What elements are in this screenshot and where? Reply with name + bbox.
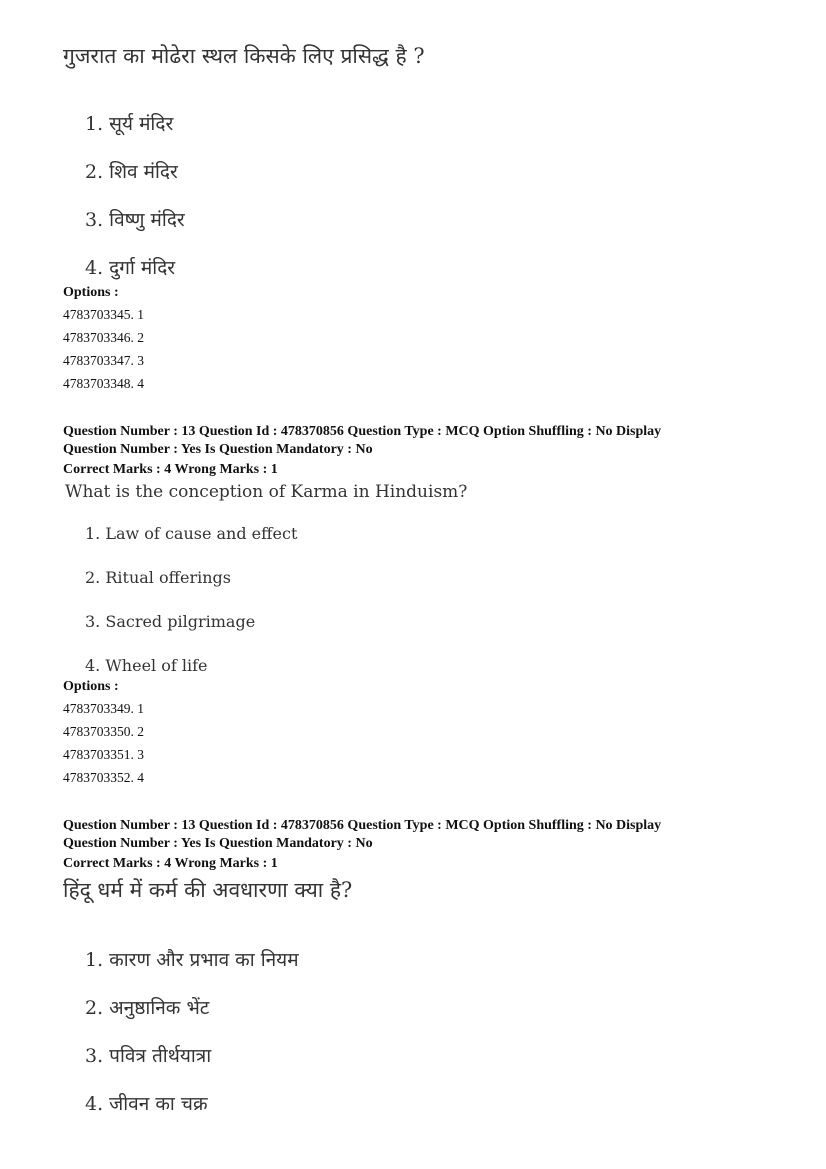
option-1-q13-hi: 1. कारण और प्रभाव का नियम (85, 949, 299, 971)
option-4-q13-hi: 4. जीवन का चक्र (85, 1093, 208, 1115)
option-2-q13-en: 2. Ritual offerings (85, 568, 231, 587)
option-id-2-q13-en: 4783703350. 2 (63, 724, 144, 739)
option-4-q12: 4. दुर्गा मंदिर (85, 257, 176, 279)
question-text-hindi-q12: गुजरात का मोढेरा स्थल किसके लिए प्रसिद्ध है ? (63, 44, 425, 68)
options-label-q12: Options : (63, 285, 119, 300)
option-id-1-q12: 4783703345. 1 (63, 307, 144, 322)
question-meta-line2-q13-hi: Question Number : Yes Is Question Mandatory : No (63, 836, 373, 851)
question-meta-line3-q13-en: Correct Marks : 4 Wrong Marks : 1 (63, 462, 278, 477)
option-id-4-q13-en: 4783703352. 4 (63, 770, 144, 785)
question-text-hindi-q13: हिंदू धर्म में कर्म की अवधारणा क्या है? (63, 878, 353, 902)
option-1-q13-en: 1. Law of cause and effect (85, 524, 298, 543)
option-id-2-q12: 4783703346. 2 (63, 330, 144, 345)
options-label-q13-en: Options : (63, 679, 119, 694)
option-4-q13-en: 4. Wheel of life (85, 656, 208, 675)
option-1-q12: 1. सूर्य मंदिर (85, 113, 174, 135)
question-meta-line1-q13-en: Question Number : 13 Question Id : 478370856 Question Type : MCQ Option Shuffling : No Display (63, 424, 662, 439)
option-3-q13-en: 3. Sacred pilgrimage (85, 612, 256, 631)
option-3-q13-hi: 3. पवित्र तीर्थयात्रा (85, 1045, 212, 1067)
option-3-q12: 3. विष्णु मंदिर (85, 209, 185, 231)
option-2-q13-hi: 2. अनुष्ठानिक भेंट (85, 997, 210, 1019)
question-meta-line2-q13-en: Question Number : Yes Is Question Mandatory : No (63, 442, 373, 457)
question-text-english-q13: What is the conception of Karma in Hinduism? (65, 482, 468, 502)
option-id-3-q12: 4783703347. 3 (63, 353, 144, 368)
question-meta-line1-q13-hi: Question Number : 13 Question Id : 478370856 Question Type : MCQ Option Shuffling : No Display (63, 818, 662, 833)
option-2-q12: 2. शिव मंदिर (85, 161, 178, 183)
option-id-3-q13-en: 4783703351. 3 (63, 747, 144, 762)
option-id-4-q12: 4783703348. 4 (63, 376, 144, 391)
question-meta-line3-q13-hi: Correct Marks : 4 Wrong Marks : 1 (63, 856, 278, 871)
option-id-1-q13-en: 4783703349. 1 (63, 701, 144, 716)
